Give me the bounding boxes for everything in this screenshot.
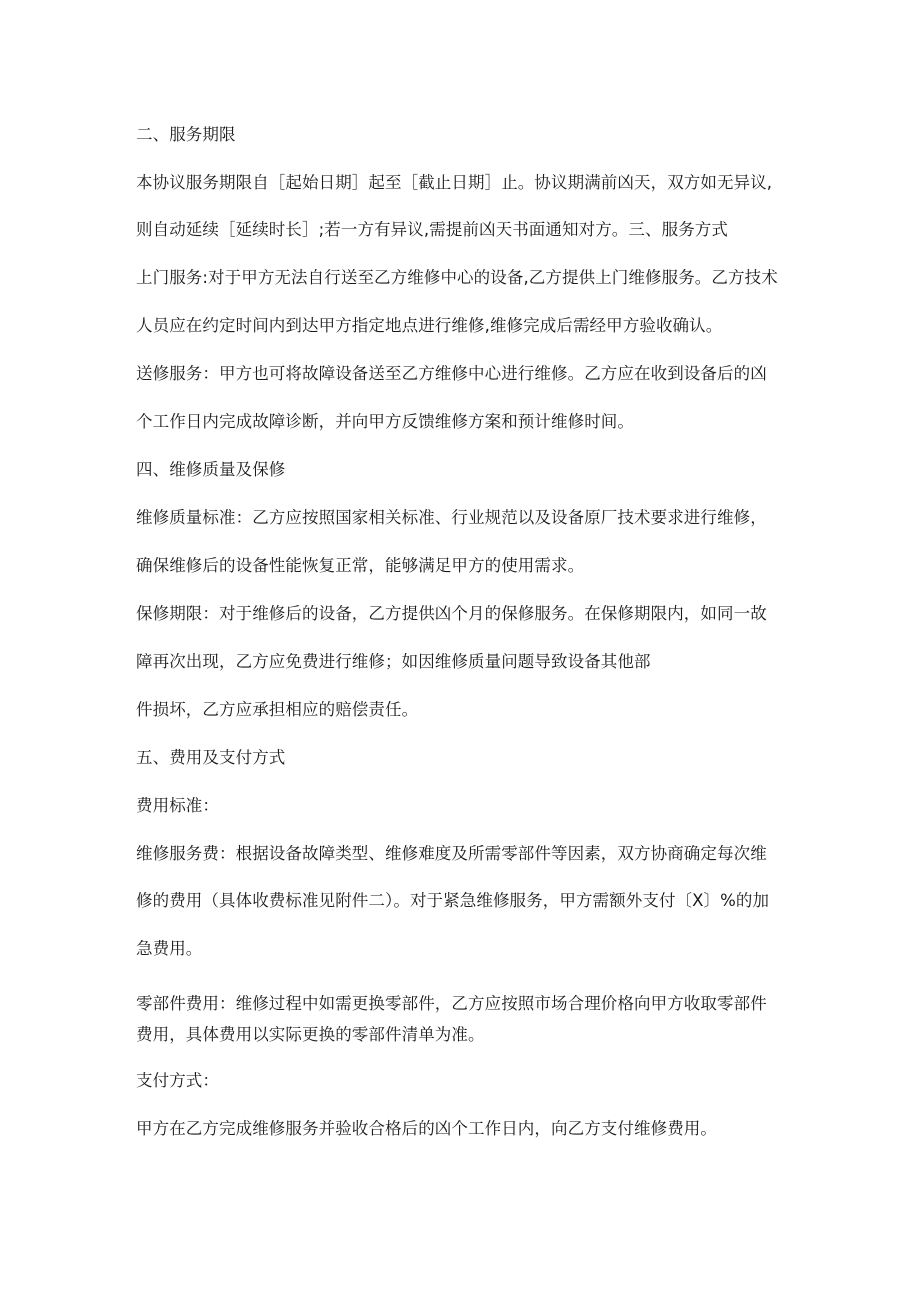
paragraph-line: 保修期限：对于维修后的设备，乙方提供凶个月的保修服务。在保修期限内，如同一故 <box>136 604 767 623</box>
section-heading-quality-warranty: 四、维修质量及保修 <box>136 460 286 479</box>
paragraph-line: 确保维修后的设备性能恢复正常，能够满足甲方的使用需求。 <box>136 556 585 575</box>
paragraph-line: 则自动延续［延续时长］;若一方有异议,需提前凶天书面通知对方。三、服务方式 <box>136 220 729 239</box>
paragraph-line: 人员应在约定时间内到达甲方指定地点进行维修,维修完成后需经甲方验收确认。 <box>136 316 723 335</box>
paragraph-line: 甲方在乙方完成维修服务并验收合格后的凶个工作日内，向乙方支付维修费用。 <box>136 1119 717 1138</box>
paragraph-line: 本协议服务期限自［起始日期］起至［截止日期］止。协议期满前凶天，双方如无异议, <box>136 173 773 192</box>
paragraph-line: 维修服务费：根据设备故障类型、维修难度及所需零部件等因素，双方协商确定每次维 <box>136 844 767 863</box>
paragraph-line: 修的费用（具体收费标准见附件二）。对于紧急维修服务，甲方需额外支付〔X〕%的加 <box>136 891 770 910</box>
paragraph-line: 个工作日内完成故障诊断，并向甲方反馈维修方案和预计维修时间。 <box>136 412 634 431</box>
paragraph-line: 急费用。 <box>136 939 203 958</box>
paragraph-line: 件损坏，乙方应承担相应的赔偿责任。 <box>136 700 419 719</box>
paragraph-line: 上门服务:对于甲方无法自行送至乙方维修中心的设备,乙方提供上门维修服务。乙方技术 <box>136 268 778 287</box>
paragraph-line: 送修服务：甲方也可将故障设备送至乙方维修中心进行维修。乙方应在收到设备后的凶 <box>136 364 767 383</box>
paragraph-line: 障再次出现，乙方应免费进行维修；如因维修质量问题导致设备其他部 <box>136 652 651 671</box>
subheading-payment-method: 支付方式： <box>136 1071 219 1090</box>
section-heading-service-term: 二、服务期限 <box>136 125 236 144</box>
section-heading-fees-payment: 五、费用及支付方式 <box>136 748 286 767</box>
paragraph-line: 费用，具体费用以实际更换的零部件清单为准。 <box>136 1025 485 1044</box>
paragraph-line: 零部件费用：维修过程中如需更换零部件，乙方应按照市场合理价格向甲方收取零部件 <box>136 994 767 1013</box>
subheading-fee-standard: 费用标准： <box>136 796 219 815</box>
paragraph-line: 维修质量标准：乙方应按照国家相关标准、行业规范以及设备原厂技术要求进行维修， <box>136 508 767 527</box>
